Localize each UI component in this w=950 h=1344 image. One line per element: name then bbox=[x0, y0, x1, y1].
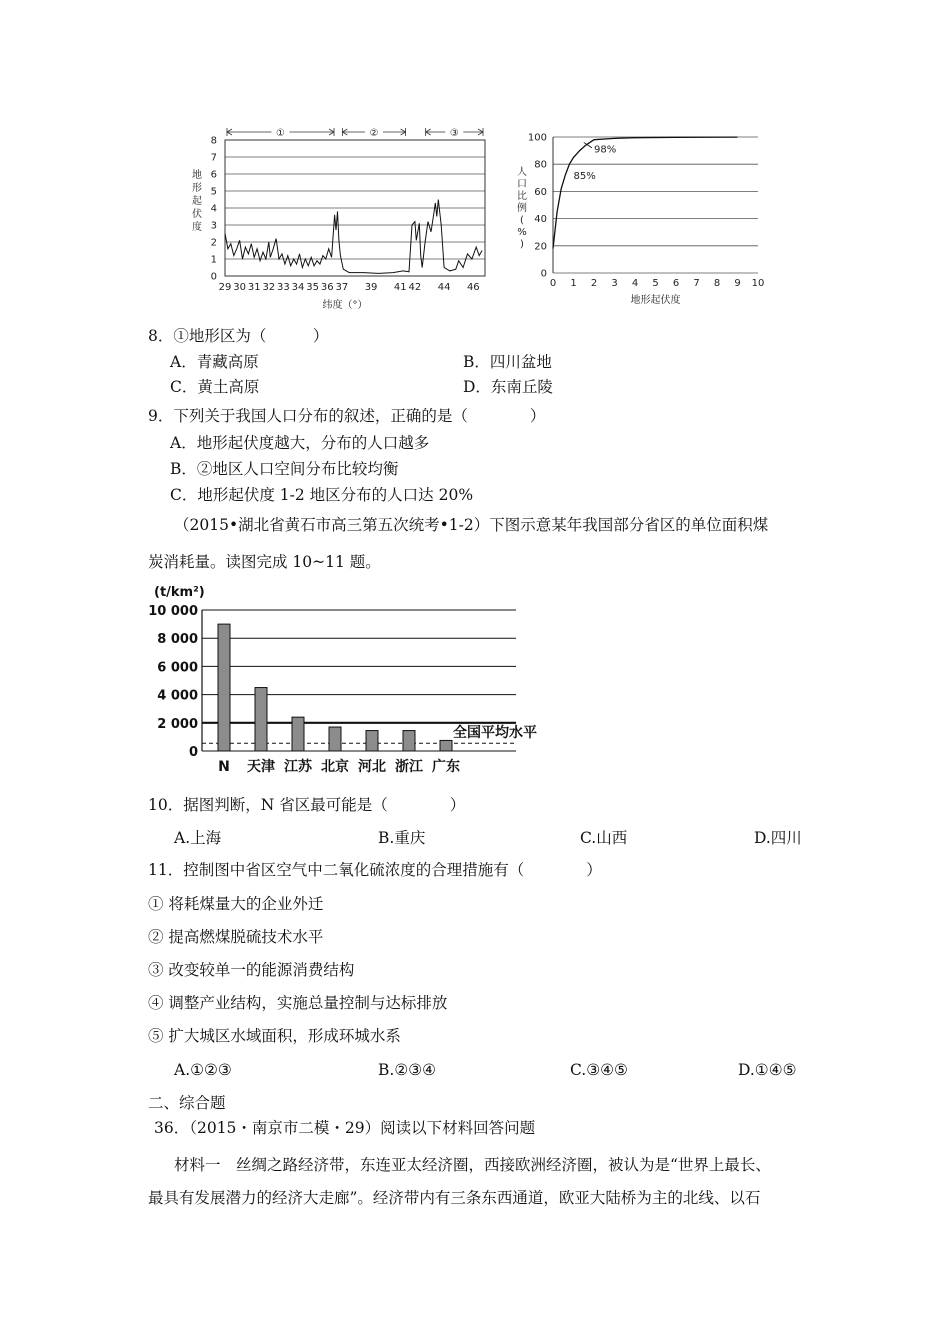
x-tick-label: 5 bbox=[652, 278, 659, 289]
y-tick-label: 60 bbox=[534, 186, 547, 198]
x-tick-label: 8 bbox=[713, 278, 721, 289]
bar bbox=[440, 740, 452, 751]
population-curve bbox=[553, 137, 738, 248]
y-axis-label-char: 地 bbox=[192, 170, 202, 181]
bar bbox=[218, 624, 230, 751]
category-label: 河北 bbox=[358, 759, 386, 775]
y-tick-label: 2 bbox=[210, 237, 217, 249]
q8-option-c: C．黄土高原 bbox=[170, 378, 260, 396]
q9-option-b: B．②地区人口空间分布比较均衡 bbox=[170, 460, 399, 478]
q36-material1-line2: 最具有发展潜力的经济大走廊”。经济带内有三条东西通道，欧亚大陆桥为主的北线、以石 bbox=[148, 1189, 761, 1207]
category-label: 天津 bbox=[247, 759, 275, 775]
q9-option-a: A．地形起伏度越大，分布的人口越多 bbox=[170, 434, 430, 452]
q11-option-a: A.①②③ bbox=[174, 1061, 232, 1079]
y-tick-label: 7 bbox=[210, 152, 217, 164]
y-tick-label: 2 000 bbox=[157, 716, 198, 732]
x-tick-label: 6 bbox=[672, 278, 680, 289]
x-tick-label: 34 bbox=[291, 282, 305, 293]
terrain-relief-chart bbox=[185, 118, 505, 318]
x-tick-label: 2 bbox=[590, 278, 598, 289]
y-tick-label: 4 000 bbox=[157, 688, 198, 704]
q8-stem: 8．①地形区为（ ） bbox=[148, 327, 329, 345]
x-tick-label: 46 bbox=[466, 282, 480, 293]
x-axis-label: 纬度（°） bbox=[322, 300, 368, 311]
category-label: 北京 bbox=[321, 759, 349, 775]
x-tick-label: 32 bbox=[262, 282, 276, 293]
x-tick-label: 4 bbox=[631, 278, 639, 289]
y-tick-label: 3 bbox=[210, 220, 217, 232]
q11-item-1: ① 将耗煤量大的企业外迁 bbox=[148, 895, 324, 913]
q10-option-c: C.山西 bbox=[580, 829, 628, 847]
x-tick-label: 30 bbox=[233, 282, 246, 293]
q10-stem: 10．据图判断，N 省区最可能是（ ） bbox=[148, 796, 466, 814]
x-tick-label: 37 bbox=[335, 282, 349, 293]
y-axis-label-char: 伏 bbox=[192, 209, 202, 220]
bar bbox=[329, 727, 341, 751]
category-label: 浙江 bbox=[395, 759, 423, 775]
q11-option-c: C.③④⑤ bbox=[570, 1061, 628, 1079]
q8-option-b: B．四川盆地 bbox=[463, 353, 552, 371]
x-tick-label: 9 bbox=[734, 278, 741, 289]
q11-item-2: ② 提高燃煤脱硫技术水平 bbox=[148, 928, 324, 946]
x-tick-label: 44 bbox=[437, 282, 451, 293]
q8-option-a: A．青藏高原 bbox=[170, 353, 259, 371]
annotation-98: 98% bbox=[594, 144, 617, 156]
y-axis-label-char: 人 bbox=[517, 167, 527, 178]
section-heading: 二、综合题 bbox=[148, 1094, 226, 1112]
q11-option-b: B.②③④ bbox=[378, 1061, 437, 1079]
x-tick-label: 3 bbox=[611, 278, 618, 289]
bar bbox=[403, 731, 415, 751]
q36-material1-line1: 材料一 丝绸之路经济带，东连亚太经济圈，西接欧洲经济圈，被认为是“世界上最长、 bbox=[174, 1156, 771, 1174]
y-axis-label-char: % bbox=[517, 227, 527, 238]
y-tick-label: 0 bbox=[540, 268, 547, 280]
y-tick-label: 20 bbox=[534, 241, 547, 253]
x-tick-label: 0 bbox=[549, 278, 557, 289]
y-axis-label-char: ( bbox=[520, 215, 524, 226]
q10-option-a: A.上海 bbox=[174, 829, 222, 847]
y-axis-label-char: 比 bbox=[517, 191, 527, 202]
q11-option-d: D.①④⑤ bbox=[738, 1061, 797, 1079]
q10-option-d: D.四川 bbox=[754, 829, 802, 847]
x-tick-label: 29 bbox=[218, 282, 232, 293]
y-tick-label: 6 000 bbox=[157, 660, 198, 676]
y-axis-label-char: 形 bbox=[192, 183, 202, 194]
national-average-label: 全国平均水平 bbox=[453, 725, 537, 742]
q36-stem: 36．（2015・南京市二模・29）阅读以下材料回答问题 bbox=[154, 1119, 536, 1137]
coal-consumption-bar-chart bbox=[148, 580, 568, 780]
annotation-85: 85% bbox=[573, 171, 596, 183]
q8-option-d: D．东南丘陵 bbox=[463, 378, 553, 396]
y-tick-label: 10 000 bbox=[148, 604, 198, 619]
category-label: N bbox=[218, 759, 230, 775]
y-axis-label-char: 起 bbox=[192, 196, 202, 207]
y-tick-label: 6 bbox=[210, 169, 217, 181]
y-tick-label: 8 bbox=[210, 135, 217, 147]
category-label: 江苏 bbox=[284, 759, 312, 775]
q11-item-4: ④ 调整产业结构，实施总量控制与达标排放 bbox=[148, 994, 448, 1012]
x-tick-label: 39 bbox=[364, 282, 378, 293]
population-proportion-chart bbox=[508, 125, 783, 315]
intro-line-1: （2015•湖北省黄石市高三第五次统考•1-2）下图示意某年我国部分省区的单位面积煤 bbox=[174, 516, 769, 534]
x-tick-label: 7 bbox=[693, 278, 700, 289]
y-tick-label: 5 bbox=[210, 186, 217, 198]
y-unit-label: (t/km²) bbox=[154, 585, 205, 600]
x-tick-label: 33 bbox=[277, 282, 290, 293]
q9-stem: 9．下列关于我国人口分布的叙述，正确的是（ ） bbox=[148, 407, 546, 425]
category-label: 广东 bbox=[432, 759, 460, 775]
relief-profile-line bbox=[225, 200, 482, 274]
q11-item-3: ③ 改变较单一的能源消费结构 bbox=[148, 961, 355, 979]
x-tick-label: 1 bbox=[570, 278, 577, 289]
x-tick-label: 42 bbox=[408, 282, 422, 293]
y-tick-label: 0 bbox=[188, 745, 198, 760]
x-tick-label: 36 bbox=[320, 282, 334, 293]
x-tick-label: 35 bbox=[306, 282, 320, 293]
intro-line-2: 炭消耗量。读图完成 10~11 题。 bbox=[148, 553, 381, 571]
bar bbox=[366, 731, 378, 751]
q11-item-5: ⑤ 扩大城区水域面积，形成环城水系 bbox=[148, 1027, 401, 1045]
y-tick-label: 40 bbox=[534, 214, 547, 226]
q11-stem: 11．控制图中省区空气中二氧化硫浓度的合理措施有（ ） bbox=[148, 861, 602, 879]
y-tick-label: 1 bbox=[210, 254, 217, 266]
y-tick-label: 8 000 bbox=[157, 632, 198, 648]
y-tick-label: 4 bbox=[210, 203, 217, 215]
bar bbox=[292, 717, 304, 751]
y-tick-label: 80 bbox=[534, 159, 547, 171]
x-axis-label: 地形起伏度 bbox=[630, 295, 681, 306]
q9-option-c: C．地形起伏度 1-2 地区分布的人口达 20% bbox=[170, 486, 474, 504]
q10-option-b: B.重庆 bbox=[378, 829, 426, 847]
x-tick-label: 41 bbox=[393, 282, 407, 293]
x-tick-label: 10 bbox=[751, 278, 765, 289]
y-axis-label-char: 口 bbox=[517, 179, 527, 190]
region-label: ③ bbox=[449, 128, 459, 139]
region-label: ② bbox=[369, 128, 379, 139]
y-tick-label: 0 bbox=[210, 271, 217, 283]
y-axis-label-char: 例 bbox=[517, 203, 527, 214]
region-label: ① bbox=[276, 128, 285, 139]
y-axis-label-char: 度 bbox=[192, 222, 202, 233]
y-tick-label: 100 bbox=[527, 132, 547, 144]
bar bbox=[255, 688, 267, 751]
y-axis-label-char: ) bbox=[520, 239, 524, 250]
x-tick-label: 31 bbox=[247, 282, 261, 293]
